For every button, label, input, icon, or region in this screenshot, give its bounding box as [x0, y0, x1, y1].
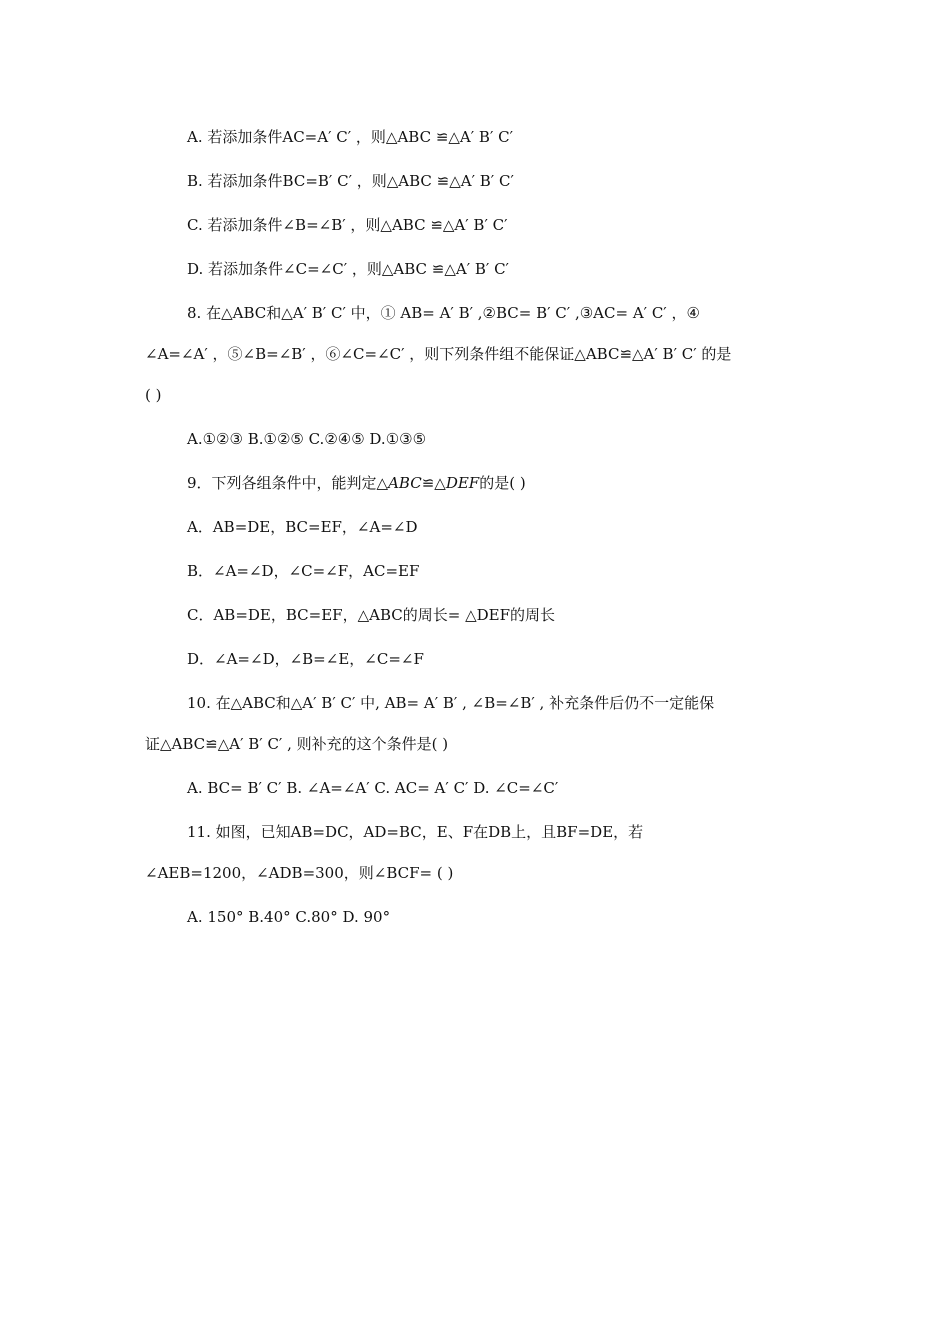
q11-stem-line1: 11. 如图，已知AB=DC，AD=BC，E、F在DB上，且BF=DE，若 — [187, 823, 644, 841]
q9-option-c: C．AB=DE，BC=EF，△ABC的周长= △DEF的周长 — [187, 606, 555, 624]
q7-option-d: D. 若添加条件∠C=∠C′ ，则△ABC ≌△A′ B′ C′ — [187, 260, 509, 278]
q9-stem-suffix: 的是( ) — [479, 474, 526, 492]
q8-stem-line1: 8. 在△ABC和△A′ B′ C′ 中，① AB= A′ B′ ,②BC= B′ C′ ,③AC= A′ C′ ，④ — [187, 304, 700, 322]
q9-stem — [187, 473, 526, 493]
q10-stem-line1: 10. 在△ABC和△A′ B′ C′ 中, AB= A′ B′ , ∠B=∠B′ , 补充条件后仍不一定能保 — [187, 694, 715, 712]
q9-option-a: A．AB=DE，BC=EF，∠A=∠D — [187, 518, 418, 536]
q8-stem-line3: ( ) — [145, 386, 162, 404]
q9-option-b: B．∠A=∠D，∠C=∠F，AC=EF — [187, 562, 420, 580]
q7-option-b: B. 若添加条件BC=B′ C′ ，则△ABC ≌△A′ B′ C′ — [187, 172, 514, 190]
q10-stem-line2: 证△ABC≌△A′ B′ C′ , 则补充的这个条件是( ) — [145, 735, 449, 753]
q11-options: A. 150° B.40° C.80° D. 90° — [187, 908, 391, 926]
q9-option-d: D．∠A=∠D，∠B=∠E，∠C=∠F — [187, 650, 424, 668]
q8-stem-line2: ∠A=∠A′ ，⑤∠B=∠B′ ，⑥∠C=∠C′ ，则下列条件组不能保证△ABC≌△A′ B′ C′ 的是 — [145, 345, 732, 363]
q9-stem-abc: ABC — [388, 474, 422, 492]
q10-options: A. BC= B′ C′ B. ∠A=∠A′ C. AC= A′ C′ D. ∠C=∠C′ — [187, 779, 559, 797]
q9-stem-mid: ≌△ — [421, 474, 446, 492]
q9-stem-def: DEF — [445, 474, 480, 492]
q7-option-a: A. 若添加条件AC=A′ C′ ，则△ABC ≌△A′ B′ C′ — [187, 128, 514, 146]
q8-options: A.①②③ B.①②⑤ C.②④⑤ D.①③⑤ — [187, 430, 427, 448]
q7-option-c: C. 若添加条件∠B=∠B′ ，则△ABC ≌△A′ B′ C′ — [187, 216, 508, 234]
q9-stem-prefix: 9．下列各组条件中，能判定△ — [187, 474, 389, 492]
q11-stem-line2: ∠AEB=1200，∠ADB=300，则∠BCF= ( ) — [145, 864, 454, 882]
